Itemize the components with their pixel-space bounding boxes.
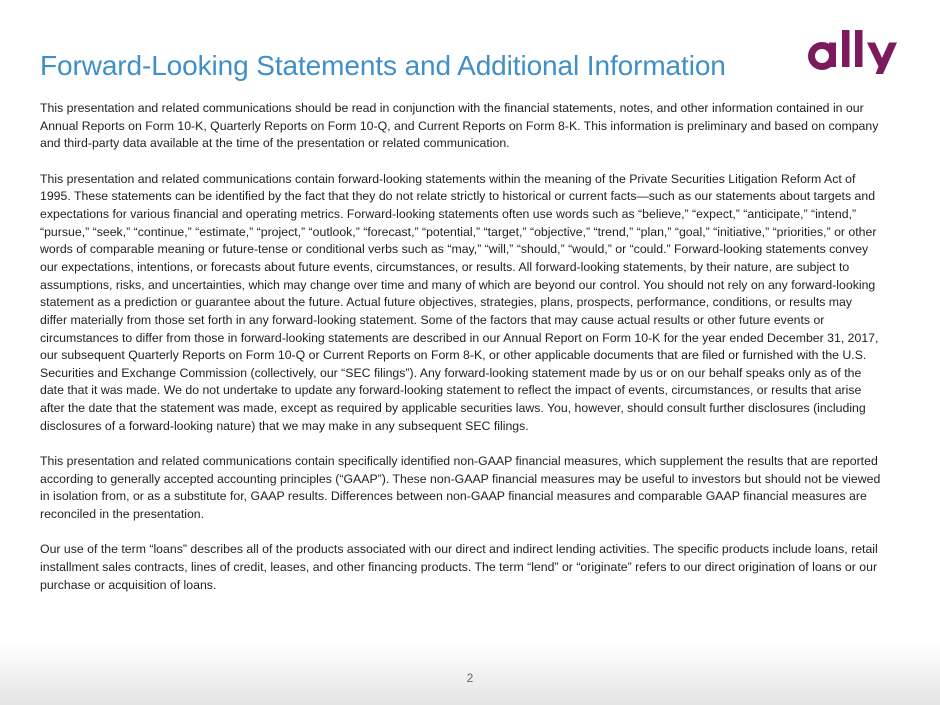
- page-number: 2: [466, 671, 474, 685]
- paragraph-non-gaap: This presentation and related communications contain specifically identified non-GAAP financial measures, which supplement the results that are reported according to generally accepted accounting principles (“GAAP”). These non-GAAP financial measures may be useful to investors but should not be viewed in isolation from, or as a substitute for, GAAP results. Differences between non-GAAP financial measures and comparable GAAP financial measures are reconciled in the presentation.: [40, 454, 881, 522]
- paragraph-loans-definition: Our use of the term “loans” describes all of the products associated with our direct and indirect lending activities. The specific products include loans, retail installment sales contracts, lines of credit, leases, and other financing products. The term “lend” or “originate” refers to our direct origination of loans or our purchase or acquisition of loans.: [40, 542, 878, 592]
- disclaimer-body: [40, 100, 882, 612]
- paragraph-financial-statements: This presentation and related communications should be read in conjunction with the financial statements, notes, and other information contained in our Annual Reports on Form 10-K, Quarterly Reports on Form 10-Q, and Current Reports on Form 8-K. This information is preliminary and based on company and third-party data available at the time of the presentation or related communication.: [40, 101, 879, 151]
- ally-logo-mark: [812, 30, 898, 74]
- page-title: Forward-Looking Statements and Additional Information: [40, 50, 726, 81]
- paragraph-forward-looking: This presentation and related communications contain forward-looking statements within the meaning of the Private Securities Litigation Reform Act of 1995. These statements can be identified by the fact that they do not relate strictly to historical or current facts—such as our statements about targets and expectations for various financial and operating metrics. Forward-looking statements often use words such as “believe,” “expect,” “anticipate,” “intend,” “pursue,” “seek,” “continue,” “estimate,” “project,” “outlook,” “forecast,” “potential,” “target,” “objective,” “trend,” “plan,” “goal,” “initiative,” “priorities,” or other words of comparable meaning or future-tense or conditional verbs such as “may,” “will,” “should,” “would,” or “could.” Forward-looking statements convey our expectations, intentions, or forecasts about future events, circumstances, or results. All forward-looking statements, by their nature, are subject to assumptions, risks, and uncertainties, which may change over time and many of which are beyond our control. You should not rely on any forward-looking statement as a prediction or guarantee about the future. Actual future objectives, strategies, plans, prospects, performance, conditions, or results may differ materially from those set forth in any forward-looking statement. Some of the factors that may cause actual results or other future events or circumstances to differ from those in forward-looking statements are described in our Annual Report on Form 10-K for the year ended December 31, 2017, our subsequent Quarterly Reports on Form 10-Q or Current Reports on Form 8-K, or other applicable documents that are filed or furnished with the U.S. Securities and Exchange Commission (collectively, our “SEC filings”). Any forward-looking statement made by us or on our behalf speaks only as of the date that it was made. We do not undertake to update any forward-looking statement to reflect the impact of events, circumstances, or results that arise after the date that the statement was made, except as required by applicable securities laws. You, however, should consult further disclosures (including disclosures of a forward-looking nature) that we may make in any subsequent SEC filings.: [40, 171, 879, 433]
- ally-logo: [806, 28, 902, 80]
